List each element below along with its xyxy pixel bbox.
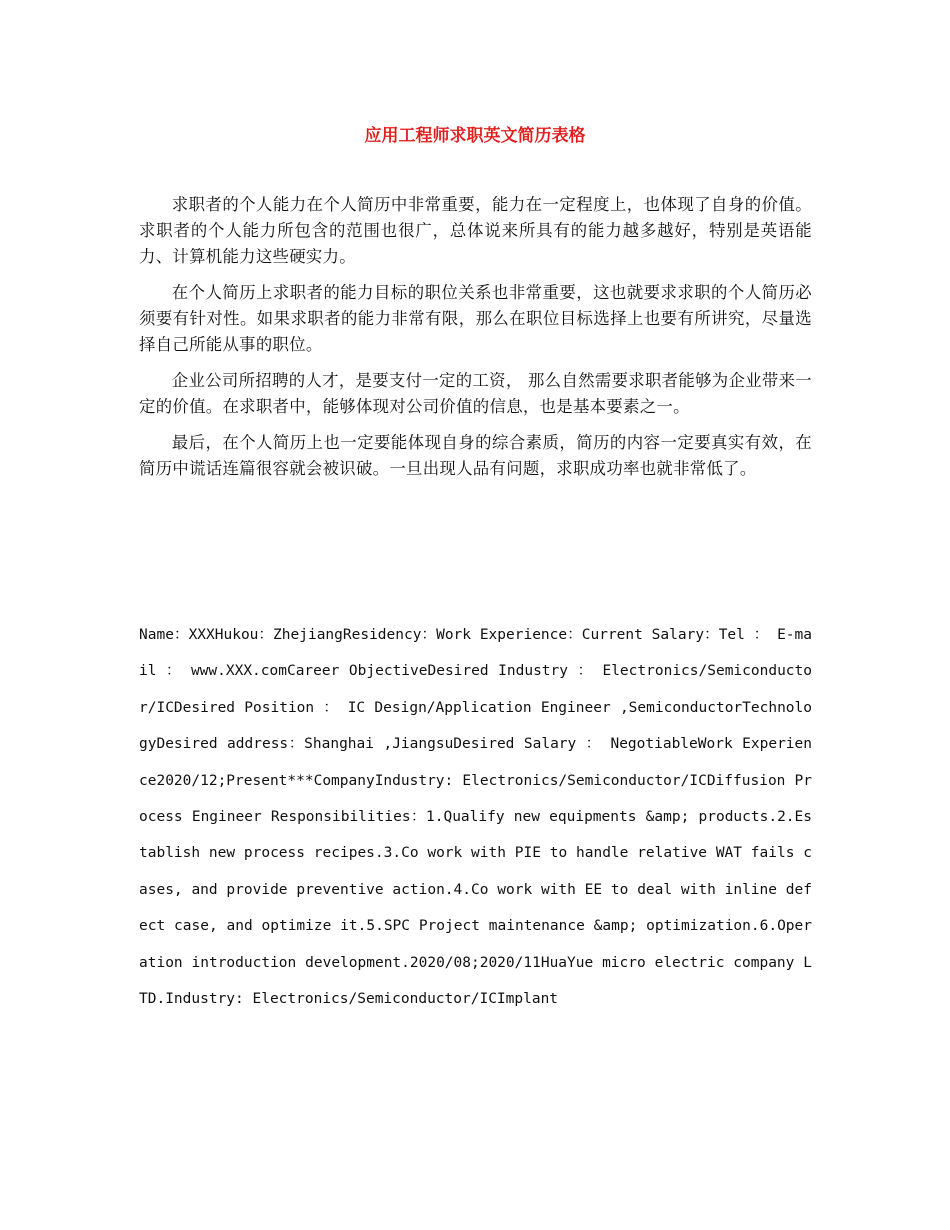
intro-body [139, 192, 812, 482]
resume-text: Name：XXXHukou：ZhejiangResidency：Work Experience：Current Salary：Tel ： E-mail ： www.XXX.comCareer ObjectiveDesired Industry ： Electronics/Semiconductor/ICDesired Position ： IC Design/Application Engineer ,SemiconductorTechnologyDesired address：Shanghai ,JiangsuDesired Salary ： NegotiableWork Experience2020/12;Present***CompanyIndustry: Electronics/Semiconductor/ICDiffusion Process Engineer Responsibilities：1.Qualify new equipments &amp; products.2.Establish new process recipes.3.Co work with PIE to handle relative WAT fails cases, and provide preventive action.4.Co work with EE to deal with inline defect case, and optimize it.5.SPC Project maintenance &amp; optimization.6.Operation introduction development.2020/08;2020/11HuaYue micro electric company LTD.Industry: Electronics/Semiconductor/ICImplant [139, 627, 812, 1008]
paragraph-3: 企业公司所招聘的人才，是要支付一定的工资， 那么自然需要求职者能够为企业带来一定的价值。在求职者中，能够体现对公司价值的信息，也是基本要素之一。 [139, 371, 812, 416]
document-title: 应用工程师求职英文简历表格 [364, 126, 586, 146]
paragraph-2: 在个人简历上求职者的能力目标的职位关系也非常重要，这也就要求求职的个人简历必须要有针对性。如果求职者的能力非常有限，那么在职位目标选择上也要有所讲究，尽量选择自己所能从事的职位。 [139, 283, 812, 354]
paragraph-4: 最后，在个人简历上也一定要能体现自身的综合素质，简历的内容一定要真实有效，在简历中谎话连篇很容就会被识破。一旦出现人品有问题，求职成功率也就非常低了。 [139, 433, 812, 478]
paragraph-1: 求职者的个人能力在个人简历中非常重要，能力在一定程度上，也体现了自身的价值。求职者的个人能力所包含的范围也很广，总体说来所具有的能力越多越好，特别是英语能力、计算机能力这些硬实力。 [139, 195, 812, 266]
